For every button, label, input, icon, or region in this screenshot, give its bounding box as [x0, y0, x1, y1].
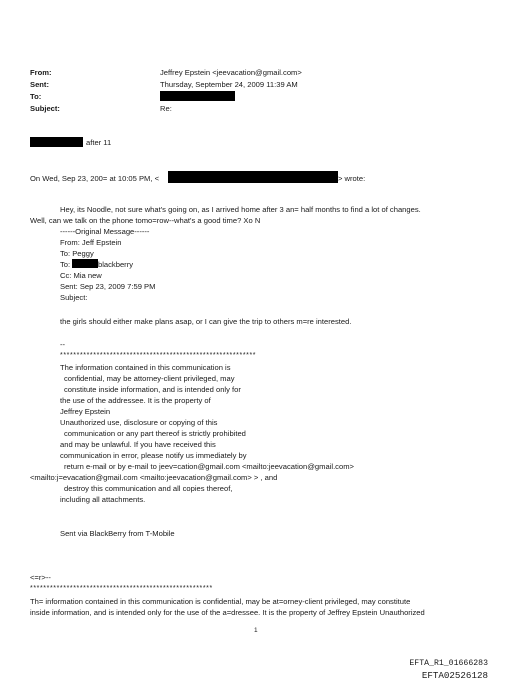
- bates-number-2: EFTA02526128: [421, 670, 488, 681]
- to-label: To:: [30, 92, 42, 101]
- orig-sent: Sent: Sep 23, 2009 7:59 PM: [60, 282, 156, 291]
- separator-stars: ***********************************************************: [60, 352, 257, 359]
- separator-stars-2: *******************************************************: [30, 585, 213, 592]
- disclaimer-line: Unauthorized use, disclosure or copying of this: [60, 418, 218, 427]
- page-number: 1: [254, 627, 258, 634]
- final-line-2: inside information, and is intended only for the use of the a=dressee. It is the property of Jeffrey Epstein Unauthorized: [30, 608, 425, 617]
- bates-number-1: EFTA_R1_01666283: [409, 659, 488, 668]
- disclaimer-line: Jeffrey Epstein: [60, 407, 111, 416]
- orig-to: To: Peggy: [60, 249, 94, 258]
- sent-via: Sent via BlackBerry from T-Mobile: [60, 529, 175, 538]
- subject-value: Re:: [160, 104, 172, 113]
- disclaimer-line: <mailto:j=evacation@gmail.com <mailto:jeevacation@gmail.com> > , and: [30, 473, 278, 482]
- redaction-box: [160, 91, 235, 101]
- disclaimer-line: communication in error, please notify us immediately by: [60, 451, 247, 460]
- disclaimer-line: confidential, may be attorney-client privileged, may: [64, 374, 235, 383]
- body-first-line: after 11: [86, 138, 112, 147]
- sent-value: Thursday, September 24, 2009 11:39 AM: [160, 80, 298, 89]
- disclaimer-line: the use of the addressee. It is the property of: [60, 396, 211, 405]
- orig-body: the girls should either make plans asap, or I can give the trip to others m=re interested.: [60, 317, 352, 326]
- from-value: Jeffrey Epstein <jeevacation@gmail.com>: [160, 68, 302, 77]
- orig-from: From: Jeff Epstein: [60, 238, 122, 247]
- reply-line-2: Well, can we talk on the phone tomo=row--what's a good time? Xo N: [30, 216, 261, 225]
- wrote-prefix: On Wed, Sep 23, 200= at 10:05 PM, <: [30, 174, 160, 183]
- orig-to2-suffix: blackberry: [98, 260, 134, 269]
- disclaimer-line: including all attachments.: [60, 495, 146, 504]
- from-label: From:: [30, 68, 52, 77]
- signature-dashes: --: [60, 340, 66, 349]
- orig-subject: Subject:: [60, 293, 88, 302]
- orig-to2-prefix: To:: [60, 260, 71, 269]
- disclaimer-line: The information contained in this communication is: [60, 363, 231, 372]
- sent-label: Sent:: [30, 80, 49, 89]
- orig-header: ------Original Message------: [60, 227, 150, 236]
- reply-line-1: Hey, its Noodle, not sure what's going on, as I arrived home after 3 an= half months to find a lot of changes.: [60, 205, 421, 214]
- orig-cc: Cc: Mia new: [60, 271, 102, 280]
- disclaimer-line: destroy this communication and all copies thereof,: [64, 484, 233, 493]
- disclaimer-line: and may be unlawful. If you have received this: [60, 440, 216, 449]
- subject-label: Subject:: [30, 104, 60, 113]
- wrote-suffix: > wrote:: [338, 174, 366, 183]
- redaction-box: [30, 137, 83, 147]
- redaction-box: [72, 259, 98, 268]
- disclaimer-line: constitute inside information, and is intended only for: [64, 385, 241, 394]
- br-tag: <=r>--: [30, 573, 51, 582]
- disclaimer-line: communication or any part thereof is strictly prohibited: [64, 429, 246, 438]
- final-line-1: Th= information contained in this communication is confidential, may be at=orney-client privileged, may constitute: [30, 597, 411, 606]
- disclaimer-line: return e-mail or by e-mail to jeev=cation@gmail.com <mailto:jeevacation@gmail.com>: [64, 462, 354, 471]
- redaction-box: [168, 171, 338, 183]
